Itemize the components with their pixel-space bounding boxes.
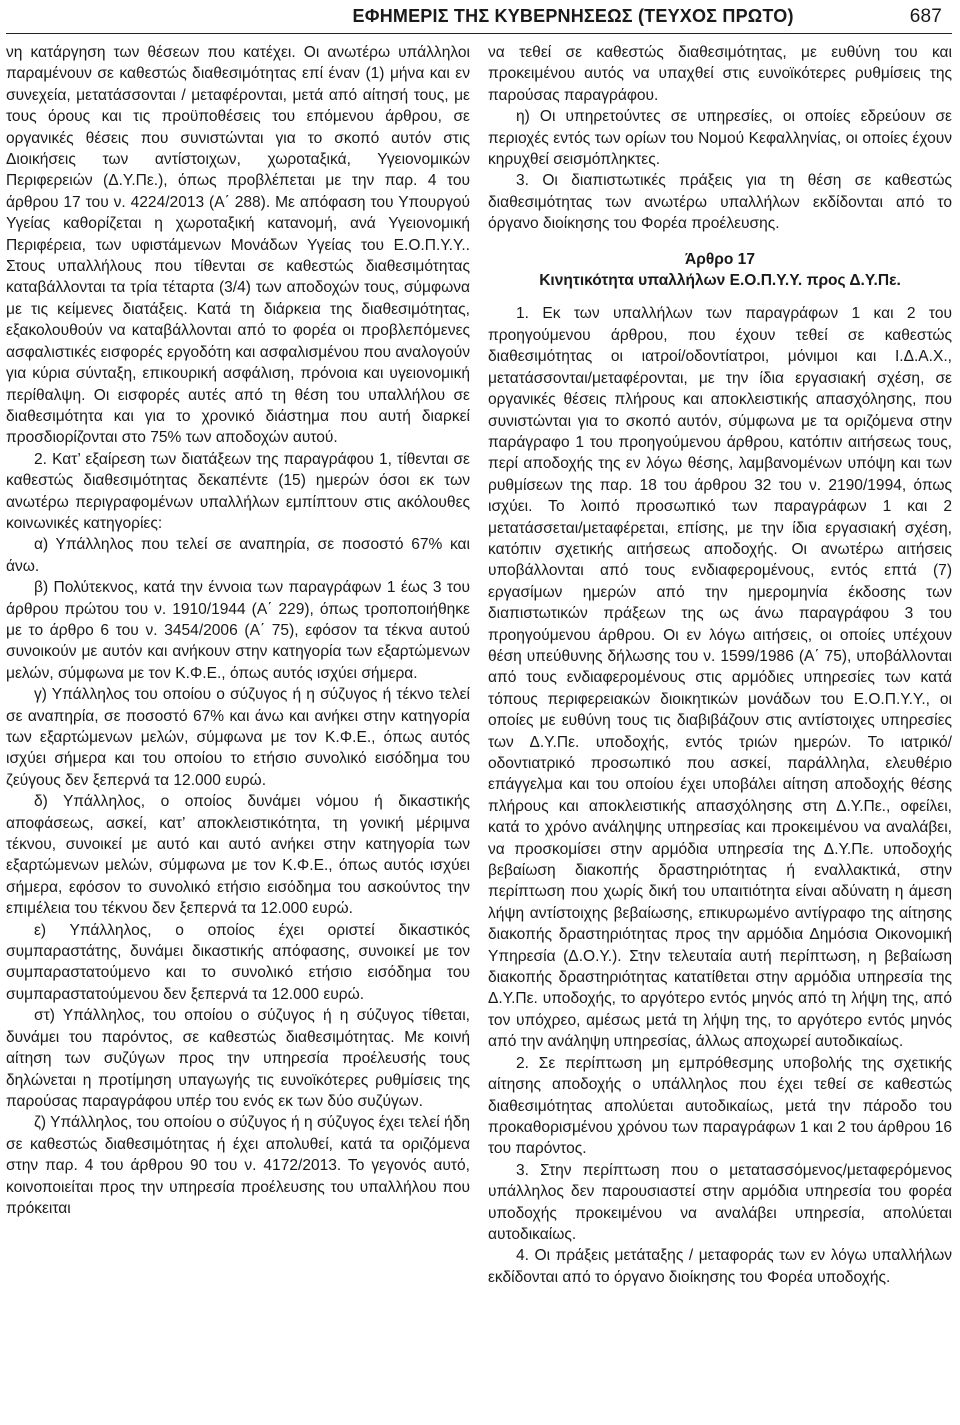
article-title: Κινητικότητα υπαλλήλων Ε.Ο.Π.Υ.Υ. προς Δ.Υ.Πε. xyxy=(539,272,901,290)
left-column xyxy=(6,42,470,1288)
right-column xyxy=(488,42,952,1288)
paragraph: 1. Εκ των υπαλλήλων των παραγράφων 1 και 2 του προηγούμενου άρθρου, που έχουν τεθεί σε καθεστώς διαθεσιμότητας οι ιατροί/οδοντίατροι, μόνιμοι και Ι.Δ.Α.Χ., μετατάσσονται/μεταφέρονται, με την ίδια εργασιακή σχέση, σε οργανικές θέσεις πλήρους και αποκλειστικής απασχόλησης, που συνιστώνται για το σκοπό αυτόν, σύμφωνα με τα οριζόμενα στην παράγραφο 1 του προηγούμενου άρθρου, κατόπιν αιτήσεως τους, περί αποδοχής της εν λόγω θέσης, λαμβανομένων υπόψη και των ρυθμίσεων της παρ. 18 του άρθρου 32 του ν. 2190/1994, όπως ισχύει. Το λοιπό προσωπικό των παραγράφων 1 και 2 μετατάσσεται/μεταφέρεται, επίσης, με την ίδια εργασιακή σχέση, κατόπιν σχετικής αιτήσεως αποδοχής. Οι ανωτέρω αιτήσεις υποβάλλονται από τους ενδιαφερομένους, εντός επτά (7) εργασίμων ημερών από την ημερομηνία έκδοσης των διαπιστωτικών πράξεων της ως άνω παραγράφου 3 του προηγούμενου άρθρου. Οι εν λόγω αιτήσεις, οι οποίες υπέχουν θέση υπεύθυνης δήλωσης του ν. 1599/1986 (Α΄ 75), υποβάλλονται από τους ενδιαφερομένους στις αρμόδιες υπηρεσίες των κατά τόπους περιφερειακών διοικητικών μονάδων του Ε.Ο.Π.Υ.Υ., οι οποίες με ευθύνη τους τις διαβιβάζουν στις αντίστοιχες υπηρεσίες των Δ.Υ.Πε. υποδοχής, εντός τριών ημερών. Το ιατρικό/οδοντιατρικό προσωπικό που ασκεί, παράλληλα, ελευθέριο επάγγελμα και του οποίου έχει υποβάλει αίτηση αποδοχής θέσης πλήρους και αποκλειστικής απασχόλησης στη Δ.Υ.Πε., οφείλει, κατά το χρόνο ανάληψης υπηρεσίας και προκειμένου να αναλάβει, να προσκομίσει στην αρμόδια υπηρεσία της Δ.Υ.Πε. υποδοχής βεβαίωση διακοπής δραστηριότητας ή εναλλακτικά, στην περίπτωση που χωρίς δική του υπαιτιότητα είναι αδύνατη η άμεση λήψη αντίστοιχης βεβαίωσης, επικυρωμένο αντίγραφο της αίτησης διακοπής δραστηριότητας προς την αρμόδια Δημόσια Οικονομική Υπηρεσία (Δ.Ο.Υ.). Στην τελευταία αυτή περίπτωση, η βεβαίωση διακοπής δραστηριότητας κατατίθεται στην αρμόδια υπηρεσία της Δ.Υ.Πε. υποδοχής, το αργότερο εντός μηνός από τη λήψη της, από τον υπόχρεο, αμέσως μετά τη λήψη της, το αργότερο εντός μηνός από την ανάληψη υπηρεσίας, άλλως αποχωρεί αυτοδικαίως. xyxy=(488,305,952,1051)
text-columns xyxy=(6,42,952,1288)
page-number: 687 xyxy=(909,5,942,27)
paragraph: γ) Υπάλληλος του οποίου ο σύζυγος ή η σύζυγος ή τέκνο τελεί σε αναπηρία, σε ποσοστό 67% και άνω και ανήκει στην κατηγορία των εξαρτώμενων μελών, σύμφωνα με τον Κ.Φ.Ε., όπως αυτός ισχύει σήμερα και του οποίου το ετήσιο συνολικό εισόδημα του ζεύγους δεν ξεπερνά τα 12.000 ευρώ. xyxy=(6,686,470,789)
paragraph: να τεθεί σε καθεστώς διαθεσιμότητας, με ευθύνη του και προκειμένου αυτός να υπαχθεί στις ευνοϊκότερες ρυθμίσεις της παρούσας παραγράφου. xyxy=(488,44,952,104)
page-header xyxy=(6,0,952,34)
paragraph: α) Υπάλληλος που τελεί σε αναπηρία, σε ποσοστό 67% και άνω. xyxy=(6,536,470,575)
paragraph: στ) Υπάλληλος, του οποίου ο σύζυγος ή η σύζυγος τίθεται, δυνάμει του παρόντος, σε καθεστώς διαθεσιμότητας. Με κοινή αίτηση των συζύγων προς την υπηρεσία προέλευσής τους δηλώνεται η προτίμηση υπαγωγής τις ευνοϊκότερες ρυθμίσεις της παρούσας παραγράφου υπέρ του ενός εκ των δύο συζύγων. xyxy=(6,1007,470,1110)
paragraph: 4. Οι πράξεις μετάταξης / μεταφοράς των εν λόγω υπαλλήλων εκδίδονται από το όργανο διοίκησης του Φορέα υποδοχής. xyxy=(488,1247,952,1286)
paragraph: 3. Στην περίπτωση που ο μετατασσόμενος/μεταφερόμενος υπάλληλος δεν παρουσιαστεί στην αρμόδια υπηρεσία του φορέα υποδοχής προκειμένου να αναλάβει υπηρεσία, απολύεται αυτοδικαίως. xyxy=(488,1161,952,1243)
paragraph: 3. Οι διαπιστωτικές πράξεις για τη θέση σε καθεστώς διαθεσιμότητας των ανωτέρω υπαλλήλων εκδίδονται από το όργανο διοίκησης του Φορέα προέλευσης. xyxy=(488,172,952,233)
paragraph: ε) Υπάλληλος, ο οποίος έχει οριστεί δικαστικός συμπαραστάτης, δυνάμει δικαστικής απόφασης, συνοικεί με τον συμπαραστατούμενο και το συνολικό ετήσιο εισόδημα του συμπαραστατούμενου δεν ξεπερνά τα 12.000 ευρώ. xyxy=(6,921,470,1003)
paragraph: β) Πολύτεκνος, κατά την έννοια των παραγράφων 1 έως 3 του άρθρου πρώτου του ν. 1910/1944 (Α΄ 229), όπως τροποποιήθηκε με το άρθρο 6 του ν. 3454/2006 (Α΄ 75), εφόσον τα τέκνα αυτού συνοικούν με αυτόν και ανήκουν στην κατηγορία των εξαρτώμενων μελών, σύμφωνα με τον Κ.Φ.Ε., όπως αυτός ισχύει σήμερα. xyxy=(6,579,470,682)
journal-title: ΕΦΗΜΕΡΙΣ ΤΗΣ ΚΥΒΕΡΝΗΣΕΩΣ (ΤΕΥΧΟΣ ΠΡΩΤΟ) xyxy=(352,6,794,26)
article-heading xyxy=(488,249,952,292)
paragraph: η) Οι υπηρετούντες σε υπηρεσίες, οι οποίες εδρεύουν σε περιοχές εντός των ορίων του Νομού Κεφαλληνίας, οι οποίες έχουν κηρυχθεί σεισμόπληκτες. xyxy=(488,108,952,169)
paragraph: 2. Κατ’ εξαίρεση των διατάξεων της παραγράφου 1, τίθενται σε καθεστώς διαθεσιμότητας δεκαπέντε (15) ημερών όσοι εκ των ανωτέρω περιγραφομένων υπαλλήλων εμπίπτουν στις ακόλουθες κοινωνικές κατηγορίες: xyxy=(6,450,470,532)
paragraph: νη κατάργηση των θέσεων που κατέχει. Οι ανωτέρω υπάλληλοι παραμένουν σε καθεστώς διαθεσιμότητας επί έναν (1) μήνα και εν συνεχεία, μετατάσσονται / μεταφέρονται, μετά από αίτησή τους, με τους όρους και τις προϋποθέσεις του επόμενου άρθρου, σε οργανικές θέσεις που συνιστώνται για το σκοπό αυτόν στις Διοικήσεις των αντίστοιχων, χωροταξικά, Υγειονομικών Περιφερειών (Δ.Υ.Πε.), όπως προβλέπεται με την παρ. 4 του άρθρου 17 του ν. 4224/2013 (Α΄ 288). Με απόφαση του Υπουργού Υγείας καθορίζεται η χωροταξική κατανομή, ανά Υγειονομική Περιφέρεια, των υφιστάμενων Μονάδων Υγείας του Ε.Ο.Π.Υ.Υ.. Στους υπαλλήλους που τίθενται σε καθεστώς διαθεσιμότητας καταβάλλονται τα τρία τέταρτα (3/4) των αποδοχών τους, σύμφωνα με τις κείμενες διατάξεις. Κατά τη διάρκεια της διαθεσιμότητας, εξακολουθούν να καταβάλλονται από το φορέα οι προβλεπόμενες ασφαλιστικές εισφορές εργοδότη και ασφαλισμένου που αναλογούν για κύρια σύνταξη, επικουρική ασφάλιση, πρόνοια και υγειονομική περίθαλψη. Οι εισφορές αυτές από τη θέση του υπαλλήλου σε διαθεσιμότητα και για το χρονικό διάστημα που αυτή διαρκεί προσδιορίζονται στο 75% των αποδοχών αυτού. xyxy=(6,44,470,447)
article-number: Άρθρο 17 xyxy=(685,250,755,268)
paragraph: δ) Υπάλληλος, ο οποίος δυνάμει νόμου ή δικαστικής αποφάσεως, ασκεί, κατ’ αποκλειστικότητα, τη γονική μέριμνα τέκνου, συνοικεί με αυτό και αυτό ανήκει στην κατηγορία των εξαρτώμενων μελών, σύμφωνα με τον Κ.Φ.Ε., όπως αυτός ισχύει σήμερα, εφόσον το συνολικό ετήσιο εισόδημα του ασκούντος την επιμέλεια του τέκνου δεν ξεπερνά τα 12.000 ευρώ. xyxy=(6,793,470,918)
paragraph: 2. Σε περίπτωση μη εμπρόθεσμης υποβολής της σχετικής αίτησης αποδοχής ο υπάλληλος που έχει τεθεί σε καθεστώς διαθεσιμότητας απολύεται αυτοδικαίως, μετά την πάροδο του προκαθορισμένου χρόνου των παραγράφων 1 και 2 του άρθρου 16 του παρόντος. xyxy=(488,1054,952,1158)
paragraph: ζ) Υπάλληλος, του οποίου ο σύζυγος ή η σύζυγος έχει τελεί ήδη σε καθεστώς διαθεσιμότητας ή έχει απολυθεί, κατά τα οριζόμενα στην παρ. 4 του άρθρου 90 του ν. 4172/2013. Το γεγονός αυτό, κοινοποιείται προς την υπηρεσία προέλευσης του υπαλλήλου που πρόκειται xyxy=(6,1114,470,1217)
